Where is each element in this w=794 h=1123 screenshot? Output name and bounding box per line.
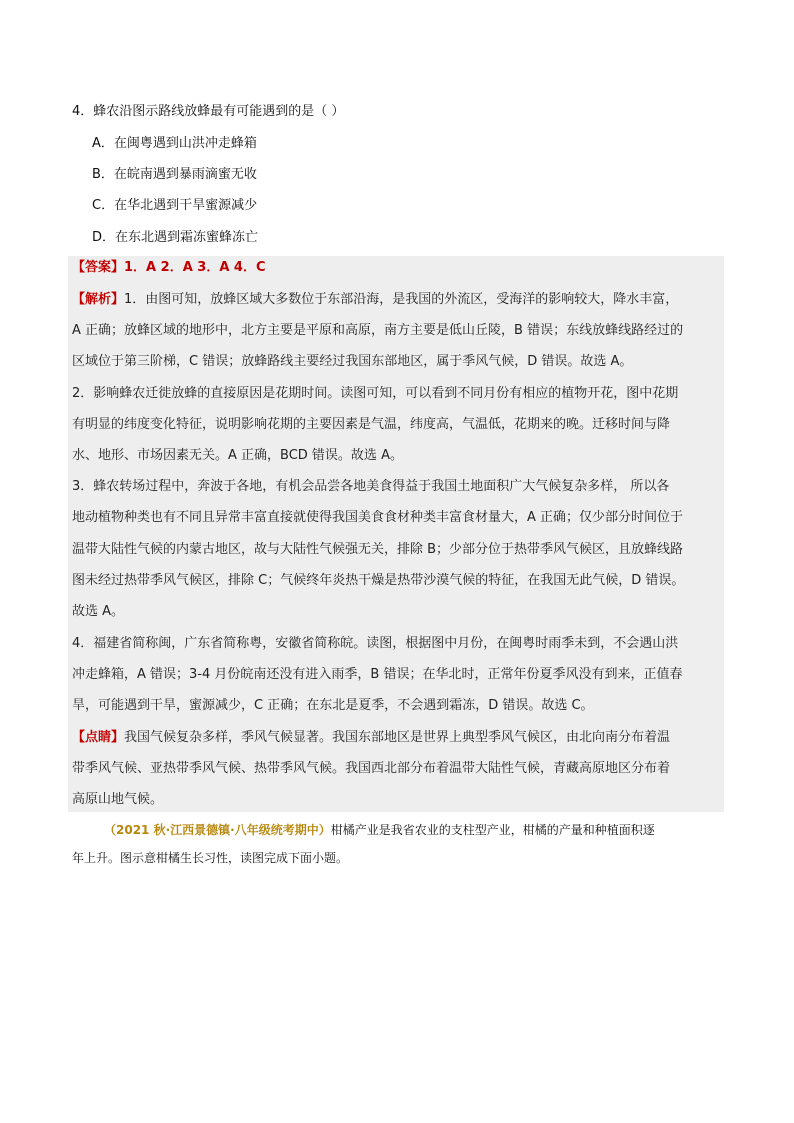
- analysis-label: 【解析】: [72, 292, 125, 307]
- analysis-line: 3．蜂农转场过程中，奔波于各地，有机会品尝各地美食得益于我国土地面积广大气候复杂多样， 所以各: [72, 479, 670, 494]
- option-c: C．在华北遇到干旱蜜源减少: [92, 198, 258, 213]
- analysis-line: 旱，可能遇到干旱，蜜源减少，C 正确；在东北是夏季，不会遇到霜冻，D 错误。故选 C。: [72, 698, 594, 713]
- analysis-line: 温带大陆性气候的内蒙古地区，故与大陆性气候强无关，排除 B；少部分位于热带季风气候区，且放蜂线路: [72, 542, 684, 557]
- note-line: 带季风气候、亚热带季风气候、热带季风气候。我国西北部分布着温带大陆性气候，青藏高原地区分布着: [72, 761, 671, 776]
- intro-paragraph-cont: 年上升。图示意柑橘生长习性，读图完成下面小题。: [72, 851, 349, 865]
- analysis-line: 区域位于第三阶梯，C 错误；放蜂路线主要经过我国东部地区，属于季风气候，D 错误。故选 A。: [72, 354, 633, 369]
- analysis-line: [72, 290, 678, 310]
- answer-text: 1．A 2．A 3．A 4．C: [124, 260, 266, 275]
- intro-source: （2021 秋·江西景德镇·八年级统考期中）: [104, 823, 331, 837]
- option-d: D．在东北遇到霜冻蜜蜂冻亡: [92, 230, 259, 245]
- answer-label: 【答案】: [72, 260, 125, 275]
- intro-text: 柑橘产业是我省农业的支柱型产业，柑橘的产量和种植面积逐: [330, 823, 655, 837]
- analysis-line: 地动植物种类也有不同且异常丰富直接就使得我国美食食材种类丰富食材量大，A 正确；仅少部分时间位于: [72, 510, 684, 525]
- analysis-line: 水、地形、市场因素无关。A 正确，BCD 错误。故选 A。: [72, 448, 403, 463]
- analysis-line: 故选 A。: [72, 604, 125, 619]
- note-text: 我国气候复杂多样，季风气候显著。我国东部地区是世界上典型季风气候区，由北向南分布着温: [124, 730, 671, 745]
- analysis-line: 图未经过热带季风气候区，排除 C；气候终年炎热干燥是热带沙漠气候的特征，在我国无此气候，D 错误。: [72, 573, 685, 588]
- analysis-line: 4．福建省简称闽，广东省简称粤，安徽省简称皖。读图，根据图中月份，在闽粤时雨季未到，不会遇山洪: [72, 636, 679, 651]
- analysis-line: 冲走蜂箱，A 错误；3-4 月份皖南还没有进入雨季，B 错误；在华北时，正常年份夏季风没有到来，正值春: [72, 667, 683, 682]
- analysis-line: A 正确；放蜂区域的地形中，北方主要是平原和高原，南方主要是低山丘陵，B 错误；东线放蜂线路经过的: [72, 323, 684, 338]
- question-stem: 4．蜂农沿图示路线放蜂最有可能遇到的是（ ）: [72, 104, 345, 119]
- note-line: [72, 728, 670, 748]
- answer-line: [72, 258, 266, 278]
- option-a: A．在闽粤遇到山洪冲走蜂箱: [92, 136, 257, 151]
- note-label: 【点睛】: [72, 730, 125, 745]
- intro-paragraph: [104, 820, 655, 840]
- option-b: B．在皖南遇到暴雨滴蜜无收: [92, 167, 257, 182]
- analysis-line: 有明显的纬度变化特征，说明影响花期的主要因素是气温，纬度高，气温低，花期来的晚。迁移时间与降: [72, 417, 671, 432]
- analysis-text: 1．由图可知，放蜂区域大多数位于东部沿海，是我国的外流区，受海洋的影响较大，降水丰富，: [124, 292, 679, 307]
- note-line: 高原山地气候。: [72, 792, 164, 807]
- analysis-line: 2．影响蜂农迁徙放蜂的直接原因是花期时间。读图可知，可以看到不同月份有相应的植物开花，图中花期: [72, 386, 679, 401]
